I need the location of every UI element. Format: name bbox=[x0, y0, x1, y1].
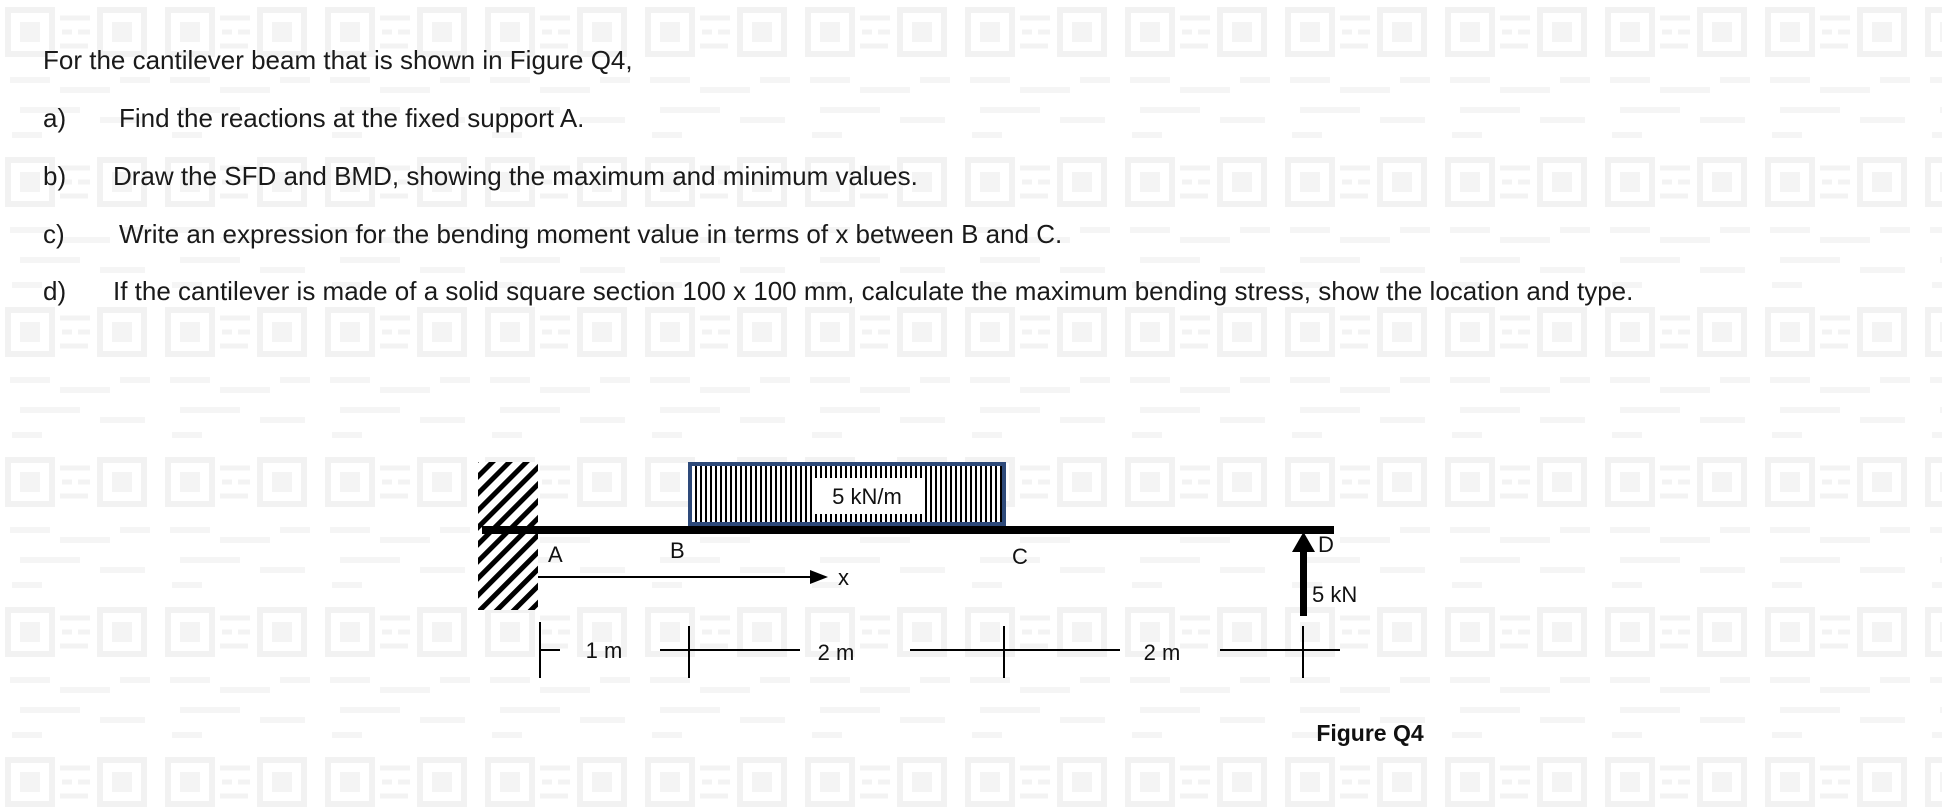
x-arrow-head-icon bbox=[810, 570, 828, 584]
figure-caption: Figure Q4 bbox=[1316, 720, 1424, 746]
point-label-b: B bbox=[670, 538, 685, 563]
udl-label: 5 kN/m bbox=[832, 484, 902, 509]
part-text: Draw the SFD and BMD, showing the maximum and minimum values. bbox=[113, 161, 918, 191]
point-label-a: A bbox=[548, 542, 563, 567]
x-label: x bbox=[838, 565, 849, 590]
point-load-shaft bbox=[1300, 546, 1307, 616]
question-part-c bbox=[43, 218, 1062, 250]
dimension-label: 1 m bbox=[585, 638, 623, 663]
dimension-label: 2 m bbox=[1143, 640, 1181, 665]
part-letter: b) bbox=[43, 161, 67, 191]
part-letter: a) bbox=[43, 103, 67, 133]
point-load-label: 5 kN bbox=[1312, 582, 1358, 607]
part-text: Write an expression for the bending moment value in terms of x between B and C. bbox=[119, 219, 1063, 249]
fixed-support-hatch bbox=[478, 462, 538, 610]
point-label-d: D bbox=[1318, 532, 1334, 557]
part-text: Find the reactions at the fixed support A. bbox=[119, 103, 585, 133]
question-intro: For the cantilever beam that is shown in Figure Q4, bbox=[43, 45, 633, 75]
part-letter: d) bbox=[43, 276, 67, 306]
point-load-arrow-icon bbox=[1292, 532, 1315, 552]
beam bbox=[482, 526, 1334, 534]
point-label-c: C bbox=[1012, 544, 1028, 569]
question-part-a bbox=[43, 102, 584, 134]
question-part-b bbox=[43, 160, 918, 192]
part-text: If the cantilever is made of a solid square section 100 x 100 mm, calculate the maximum bending stress, show the location and type. bbox=[113, 276, 1634, 306]
dimension-label: 2 m bbox=[817, 640, 855, 665]
question-part-d bbox=[43, 275, 1633, 307]
cantilever-beam-figure bbox=[460, 440, 1500, 780]
part-letter: c) bbox=[43, 219, 65, 249]
